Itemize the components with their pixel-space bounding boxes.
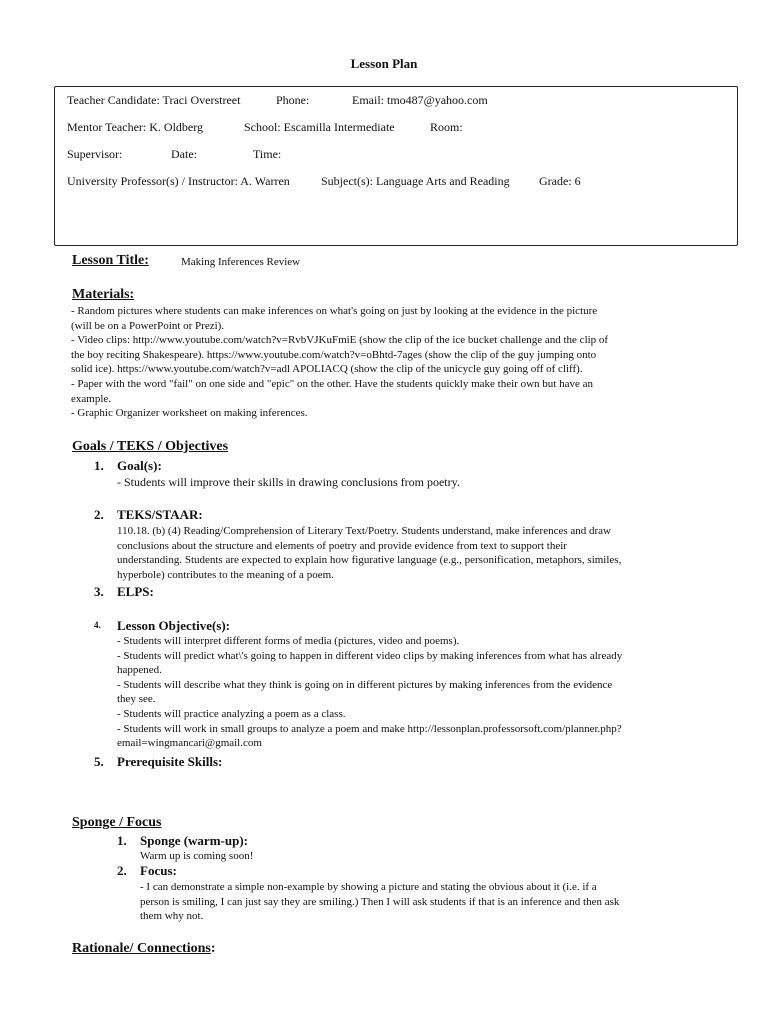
room: Room: [430, 120, 463, 134]
materials-line: example. [71, 392, 112, 405]
materials-line: - Paper with the word "fail" on one side and "epic" on the other. Have the students quickly make their own but have an [71, 377, 593, 390]
subject: Subject(s): Language Arts and Reading [321, 174, 510, 188]
lesson-title-value: Making Inferences Review [181, 256, 301, 268]
objective-line: - Students will interpret different forms of media (pictures, video and poems). [117, 635, 460, 647]
materials-line: - Video clips: http://www.youtube.com/watch?v=RvbVJKuFmiE (show the clip of the ice bucket challenge and the clip of [71, 334, 609, 347]
objective-line: - Students will work in small groups to analyze a poem and make http://lessonplan.professorsoft.com/planner.php? [117, 722, 622, 735]
sponge-text: Warm up is coming soon! [140, 850, 254, 862]
materials-line: solid ice). https://www.youtube.com/watch?v=adl APOLIACQ (show the clip of the unicycle guy going off of cliff). [71, 363, 583, 376]
focus-line: them why not. [140, 910, 204, 923]
materials-line: - Random pictures where students can make inferences on what's going on just by looking at the evidence in the picture [71, 305, 598, 317]
sponge-number: 1. [117, 833, 127, 848]
objective-label: Lesson Objective(s): [117, 618, 231, 633]
rationale-colon: : [210, 941, 216, 956]
email: Email: tmo487@yahoo.com [352, 93, 488, 107]
teks-line: understanding. Students are expected to explain how figurative language (e.g., personification, metaphors, similes, [117, 554, 622, 567]
mentor-teacher: Mentor Teacher: K. Oldberg [67, 120, 204, 134]
teks-text [117, 524, 717, 582]
date: Date: [171, 147, 197, 161]
goal-label: Goal(s): [117, 458, 162, 473]
teks-line: conclusions about the structure and elements of poetry and provide evidence from text to support their [117, 539, 567, 552]
elps-number: 3. [94, 584, 104, 599]
objective-list [117, 634, 717, 751]
objective-line: - Students will predict what\'s going to happen in different video clips by making inferences from what has already [117, 649, 623, 662]
focus-line: person is smiling, I can just say they are smiling.) Then I will ask students if that is an inference and then ask [140, 895, 620, 908]
objective-line: email=wingmancari@gmail.com [117, 737, 262, 750]
objective-number: 4. [94, 620, 101, 630]
teks-label: TEKS/STAAR: [117, 507, 203, 522]
goal-text: - Students will improve their skills in drawing conclusions from poetry. [117, 475, 460, 489]
objective-line: - Students will practice analyzing a poem as a class. [117, 707, 346, 720]
teacher-candidate: Teacher Candidate: Traci Overstreet [67, 93, 241, 107]
materials-line: (will be on a PowerPoint or Prezi). [71, 319, 225, 332]
goals-heading: Goals / TEKS / Objectives [72, 439, 229, 454]
materials-list [71, 304, 711, 421]
objective-line: they see. [117, 693, 156, 706]
teks-line: hyperbole) contributes to the meaning of a poem. [117, 568, 334, 581]
professor: University Professor(s) / Instructor: A. Warren [67, 174, 290, 188]
objective-line: - Students will describe what they think is going on in different pictures by making inferences from the evidence [117, 678, 613, 691]
supervisor: Supervisor: [67, 147, 123, 161]
time: Time: [253, 147, 282, 161]
rationale-heading-text: Rationale/ Connections [72, 941, 211, 956]
elps-label: ELPS: [117, 584, 154, 599]
objective-line: happened. [117, 664, 162, 677]
sponge-focus-heading: Sponge / Focus [72, 815, 162, 830]
grade: Grade: 6 [539, 174, 581, 188]
materials-line: - Graphic Organizer worksheet on making inferences. [71, 407, 308, 420]
info-box [54, 86, 738, 246]
focus-line: - I can demonstrate a simple non-example by showing a picture and stating the obvious about it (i.e. if a [140, 881, 597, 893]
focus-label: Focus: [140, 863, 177, 878]
materials-line: the boy reciting Shakespeare). https://www.youtube.com/watch?v=oBhtd-7ages (show the clip of the guy jumping onto [71, 348, 597, 361]
rationale-heading [72, 941, 216, 957]
lesson-title-label: Lesson Title: [72, 253, 149, 268]
focus-text [140, 880, 720, 924]
prereq-number: 5. [94, 754, 104, 769]
sponge-label: Sponge (warm-up): [140, 833, 248, 848]
focus-number: 2. [117, 863, 127, 878]
goal-number: 1. [94, 458, 104, 473]
teks-number: 2. [94, 507, 104, 522]
document-title: Lesson Plan [350, 56, 418, 71]
teks-line: 110.18. (b) (4) Reading/Comprehension of Literary Text/Poetry. Students understand, make inferences and draw [117, 525, 611, 537]
materials-heading: Materials: [72, 287, 135, 302]
school: School: Escamilla Intermediate [244, 120, 395, 134]
prereq-label: Prerequisite Skills: [117, 754, 223, 769]
phone: Phone: [276, 93, 310, 107]
